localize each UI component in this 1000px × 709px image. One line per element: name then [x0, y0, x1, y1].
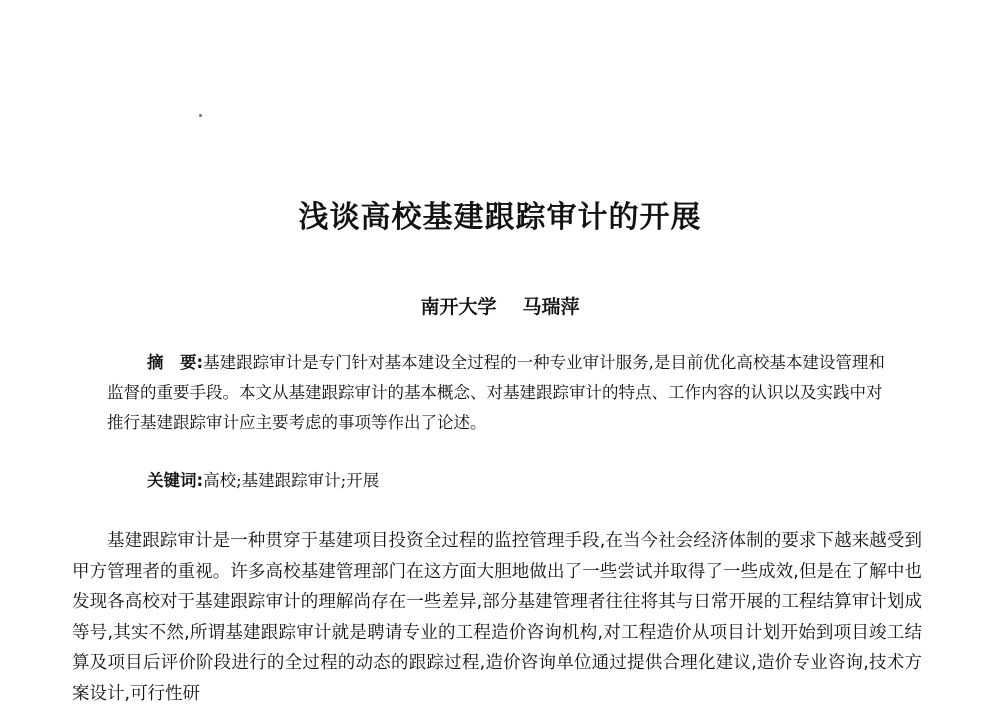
body-text — [72, 526, 922, 709]
keywords-text: 高校;基建跟踪审计;开展 — [203, 471, 380, 490]
paper-title: 浅谈高校基建跟踪审计的开展 — [298, 200, 702, 235]
scan-speck — [199, 114, 202, 117]
abstract-text: 基建跟踪审计是专门针对基本建设全过程的一种专业审计服务,是目前优化高校基本建设管理和监督的重要手段。本文从基建跟踪审计的基本概念、对基建跟踪审计的特点、工作内容的认识以及实践中对推行基建跟踪审计应主要考虑的事项等作出了论述。 — [107, 353, 885, 432]
abstract-block — [107, 348, 897, 438]
author-line — [0, 292, 1000, 319]
body-paragraph: 基建跟踪审计是一种贯穿于基建项目投资全过程的监控管理手段,在当今社会经济体制的要求下越来越受到甲方管理者的重视。许多高校基建管理部门在这方面大胆地做出了一些尝试并取得了一些成效,但是在了解中也发现各高校对于基建跟踪审计的理解尚存在一些差异,部分基建管理者往往将其与日常开展的工程结算审计划成等号,其实不然,所谓基建跟踪审计就是聘请专业的工程造价咨询机构,对工程造价从项目计划开始到项目竣工结算及项目后评价阶段进行的全过程的动态的跟踪过程,造价咨询单位通过提供合理化建议,造价专业咨询,技术方案设计,可行性研 — [72, 531, 922, 704]
abstract-label: 摘 要: — [147, 353, 204, 372]
keywords — [147, 466, 379, 496]
keywords-label: 关键词: — [147, 471, 204, 490]
abstract — [107, 348, 897, 438]
author-name: 马瑞萍 — [522, 296, 580, 318]
affiliation: 南开大学 — [420, 296, 497, 318]
